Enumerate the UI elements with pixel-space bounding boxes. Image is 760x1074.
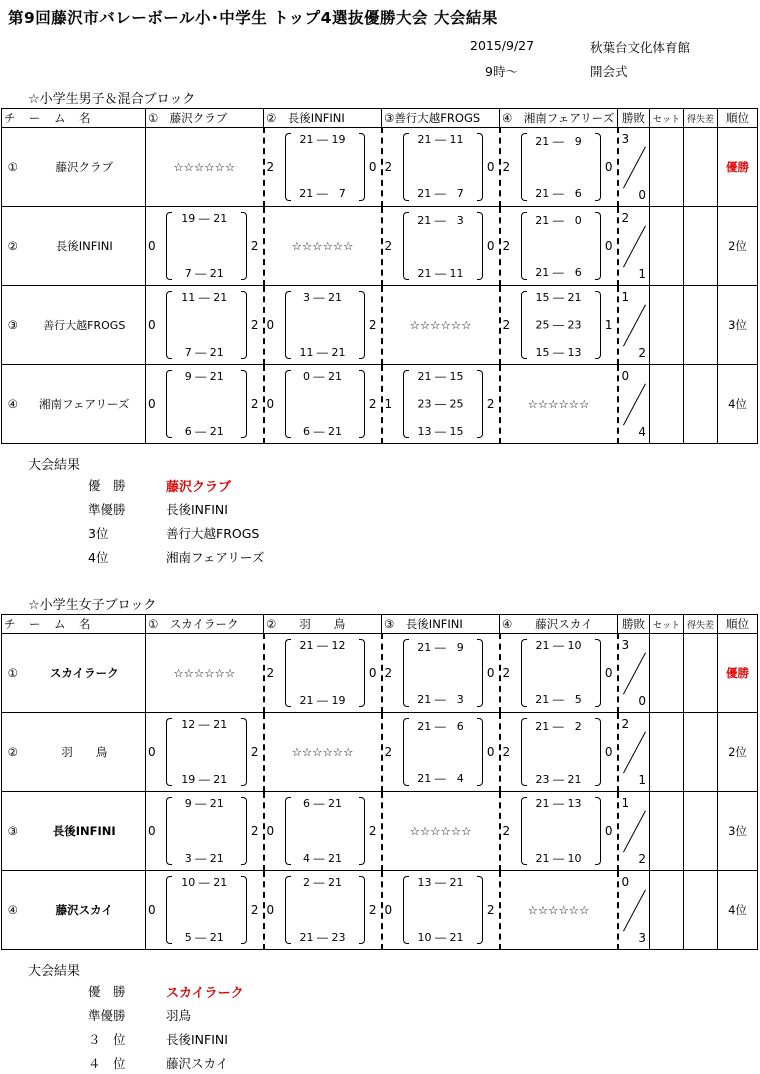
sets-lost: 2 <box>486 397 495 411</box>
sets-won: 0 <box>266 824 275 838</box>
sets-won: 0 <box>148 397 156 411</box>
score-wrap <box>265 634 381 712</box>
rank: 優勝 <box>718 128 758 207</box>
sets-lost: 0 <box>604 824 613 838</box>
set1-score: 12 ― 21 <box>181 718 228 731</box>
wins: 3 <box>621 132 630 146</box>
row-number: ② <box>2 207 24 286</box>
self-match-stars: ☆☆☆☆☆☆ <box>146 128 264 207</box>
row-number: ③ <box>2 286 24 365</box>
slash-divider <box>623 225 646 267</box>
set1-score: 19 ― 21 <box>181 212 228 225</box>
set2-score: 7 ― 21 <box>184 267 224 280</box>
header-set: セット <box>650 109 684 128</box>
diff-cell <box>684 871 718 950</box>
wins: 0 <box>621 875 630 889</box>
sets-won: 2 <box>266 666 275 680</box>
score-wrap <box>383 871 499 949</box>
score-wrap <box>265 128 381 206</box>
sets-lost: 2 <box>368 318 377 332</box>
set2-score: 21 ― 10 <box>535 852 582 865</box>
row-number: ② <box>2 713 24 792</box>
diff-cell <box>684 713 718 792</box>
score-cell <box>500 634 618 713</box>
result-place: 準優勝 <box>88 1008 126 1023</box>
result-team: 善行大越FROGS <box>166 526 260 541</box>
self-match-stars: ☆☆☆☆☆☆ <box>382 792 500 871</box>
result-line <box>88 500 388 518</box>
slash-divider <box>623 652 646 694</box>
win-loss <box>618 286 650 365</box>
result-line <box>88 1030 388 1048</box>
score-cell <box>382 713 500 792</box>
set2-score: 25 ― 23 <box>535 318 582 332</box>
set1-score: 3 ― 21 <box>303 291 342 304</box>
header-team: チ ー ム 名 <box>2 109 146 128</box>
result-place: ４ 位 <box>88 1056 126 1071</box>
set2-score: 3 ― 21 <box>184 852 224 865</box>
sets-lost: 2 <box>250 903 259 917</box>
result-team: 藤沢クラブ <box>166 480 232 495</box>
result-team: 長後INFINI <box>166 502 228 517</box>
row-team: 長後INFINI <box>24 792 146 871</box>
sets-won: 2 <box>502 824 511 838</box>
result-place: 4位 <box>88 550 109 565</box>
result-line <box>88 524 388 542</box>
row-team: 長後INFINI <box>24 207 146 286</box>
self-match-stars: ☆☆☆☆☆☆ <box>382 286 500 365</box>
slash-divider <box>623 810 646 852</box>
score-cell <box>146 871 264 950</box>
block-title: ☆小学生男子＆混合ブロック <box>28 92 196 107</box>
table-row <box>2 634 758 713</box>
diff-cell <box>684 365 718 444</box>
table-row <box>2 286 758 365</box>
set2-score: 7 ― 21 <box>184 346 224 359</box>
result-line <box>88 476 388 494</box>
self-match-stars: ☆☆☆☆☆☆ <box>264 207 382 286</box>
win-loss-wrap <box>619 207 650 285</box>
table-row <box>2 365 758 444</box>
score-wrap <box>265 792 381 870</box>
header-opponent: ③善行大越FROGS <box>382 109 500 128</box>
result-team: 羽鳥 <box>166 1008 192 1023</box>
set1-score: 11 ― 21 <box>181 291 228 304</box>
sets-won: 2 <box>502 160 511 174</box>
set2-score: 6 ― 21 <box>303 425 342 438</box>
score-cell <box>500 128 618 207</box>
score-cell <box>500 792 618 871</box>
sets-lost: 0 <box>368 666 377 680</box>
sets-lost: 2 <box>250 318 259 332</box>
sets-won: 1 <box>384 397 393 411</box>
win-loss <box>618 792 650 871</box>
losses: 0 <box>638 188 646 202</box>
wins: 0 <box>621 369 630 383</box>
wins: 1 <box>621 796 630 810</box>
header-diff: 得失差 <box>684 615 718 634</box>
header-opponent: ③ 長後INFINI <box>382 615 500 634</box>
score-cell <box>500 286 618 365</box>
set2-score: 11 ― 21 <box>299 346 346 359</box>
set2-score: 5 ― 21 <box>184 931 224 944</box>
win-loss-wrap <box>619 286 650 364</box>
sets-won: 2 <box>502 745 511 759</box>
set2-score: 19 ― 21 <box>181 773 228 786</box>
sets-lost: 2 <box>486 903 495 917</box>
score-cell <box>264 365 382 444</box>
sets-lost: 0 <box>368 160 377 174</box>
table-row <box>2 713 758 792</box>
losses: 1 <box>638 267 646 281</box>
row-team: 羽 鳥 <box>24 713 146 792</box>
wins: 3 <box>621 638 630 652</box>
set2-score: 6 ― 21 <box>184 425 224 438</box>
sets-won: 2 <box>502 666 511 680</box>
rank: 2位 <box>718 713 758 792</box>
result-line <box>88 982 388 1000</box>
score-wrap <box>501 713 617 791</box>
result-line <box>88 548 388 566</box>
result-place: ３ 位 <box>88 1032 126 1047</box>
header-set: セット <box>650 615 684 634</box>
sets-lost: 2 <box>250 397 259 411</box>
score-wrap <box>501 207 617 285</box>
table-row <box>2 207 758 286</box>
losses: 3 <box>638 931 646 945</box>
set-cell <box>650 365 684 444</box>
diff-cell <box>684 792 718 871</box>
sets-lost: 0 <box>604 160 613 174</box>
row-team: 藤沢スカイ <box>24 871 146 950</box>
score-wrap <box>501 128 617 206</box>
sets-won: 0 <box>148 903 156 917</box>
set1-score: 13 ― 21 <box>417 876 464 889</box>
row-number: ④ <box>2 871 24 950</box>
score-cell <box>264 286 382 365</box>
set1-score: 21 ― 9 <box>417 641 464 654</box>
set-cell <box>650 713 684 792</box>
row-team: 善行大越FROGS <box>24 286 146 365</box>
wins: 1 <box>621 290 630 304</box>
score-cell <box>264 792 382 871</box>
set-cell <box>650 207 684 286</box>
table-row <box>2 128 758 207</box>
result-table <box>1 614 758 950</box>
table-header <box>2 615 758 634</box>
set2-score: 21 ― 6 <box>535 187 582 200</box>
score-wrap <box>383 365 499 443</box>
sets-won: 0 <box>266 903 275 917</box>
set-cell <box>650 286 684 365</box>
set3-score: 13 ― 15 <box>417 425 464 438</box>
header-rank: 順位 <box>718 109 758 128</box>
win-loss-wrap <box>619 128 650 206</box>
sets-won: 2 <box>384 745 393 759</box>
sets-won: 0 <box>266 318 275 332</box>
header-opponent: ① 藤沢クラブ <box>146 109 264 128</box>
sets-won: 0 <box>148 824 156 838</box>
event-ceremony: 開会式 <box>590 64 628 79</box>
score-wrap <box>146 713 263 791</box>
row-team: スカイラーク <box>24 634 146 713</box>
score-wrap <box>146 871 263 949</box>
set-cell <box>650 128 684 207</box>
set1-score: 10 ― 21 <box>181 876 228 889</box>
losses: 2 <box>638 852 646 866</box>
score-wrap <box>265 286 381 364</box>
wins: 2 <box>621 717 630 731</box>
win-loss-wrap <box>619 634 650 712</box>
sets-lost: 0 <box>486 160 495 174</box>
win-loss-wrap <box>619 792 650 870</box>
results-title: 大会結果 <box>28 458 81 473</box>
self-match-stars: ☆☆☆☆☆☆ <box>500 365 618 444</box>
score-wrap <box>265 365 381 443</box>
win-loss <box>618 128 650 207</box>
row-number: ④ <box>2 365 24 444</box>
result-team: スカイラーク <box>166 986 244 1001</box>
score-cell <box>146 713 264 792</box>
table-header <box>2 109 758 128</box>
win-loss <box>618 871 650 950</box>
row-number: ① <box>2 634 24 713</box>
result-place: 準優勝 <box>88 502 126 517</box>
slash-divider <box>623 304 646 346</box>
header-rank: 順位 <box>718 615 758 634</box>
set1-score: 21 ― 12 <box>299 639 346 652</box>
header-team: チ ー ム 名 <box>2 615 146 634</box>
sets-won: 0 <box>384 903 393 917</box>
win-loss-wrap <box>619 365 650 443</box>
score-wrap <box>265 871 381 949</box>
set1-score: 0 ― 21 <box>303 370 342 383</box>
row-team: 藤沢クラブ <box>24 128 146 207</box>
score-cell <box>264 871 382 950</box>
slash-divider <box>623 731 646 773</box>
header-opponent: ④ 湘南フェアリーズ <box>500 109 618 128</box>
score-cell <box>500 713 618 792</box>
sets-won: 0 <box>148 745 156 759</box>
result-team: 長後INFINI <box>166 1032 228 1047</box>
row-number: ③ <box>2 792 24 871</box>
set-cell <box>650 634 684 713</box>
row-team: 湘南フェアリーズ <box>24 365 146 444</box>
set1-score: 15 ― 21 <box>535 291 582 304</box>
sets-won: 0 <box>148 239 156 253</box>
sets-won: 2 <box>384 160 393 174</box>
set3-score: 15 ― 13 <box>535 346 582 359</box>
slash-divider <box>623 383 646 425</box>
set1-score: 21 ― 0 <box>535 214 582 227</box>
sets-lost: 0 <box>486 239 495 253</box>
header-opponent: ② 長後INFINI <box>264 109 382 128</box>
diff-cell <box>684 634 718 713</box>
slash-divider <box>623 146 646 188</box>
sets-won: 2 <box>384 239 393 253</box>
rank: 4位 <box>718 871 758 950</box>
result-team: 湘南フェアリーズ <box>166 550 265 565</box>
header-winloss: 勝敗 <box>618 615 650 634</box>
sets-lost: 2 <box>250 745 259 759</box>
diff-cell <box>684 128 718 207</box>
score-cell <box>382 365 500 444</box>
win-loss <box>618 207 650 286</box>
set2-score: 21 ― 4 <box>417 772 464 785</box>
losses: 1 <box>638 773 646 787</box>
score-wrap <box>383 128 499 206</box>
score-cell <box>500 207 618 286</box>
set1-score: 6 ― 21 <box>303 797 342 810</box>
set1-score: 21 ― 13 <box>535 797 582 810</box>
set2-score: 21 ― 6 <box>535 266 582 279</box>
diff-cell <box>684 207 718 286</box>
table-row <box>2 792 758 871</box>
event-date: 2015/9/27 <box>470 38 535 53</box>
set-cell <box>650 871 684 950</box>
score-cell <box>382 871 500 950</box>
sets-lost: 2 <box>368 824 377 838</box>
result-line <box>88 1006 388 1024</box>
set1-score: 21 ― 15 <box>417 370 464 383</box>
sets-lost: 0 <box>604 239 613 253</box>
score-wrap <box>146 207 263 285</box>
header-opponent: ② 羽 鳥 <box>264 615 382 634</box>
rank: 2位 <box>718 207 758 286</box>
set1-score: 2 ― 21 <box>303 876 342 889</box>
losses: 0 <box>638 694 646 708</box>
header-diff: 得失差 <box>684 109 718 128</box>
rank: 3位 <box>718 792 758 871</box>
score-wrap <box>146 365 263 443</box>
sets-lost: 1 <box>604 318 613 332</box>
losses: 2 <box>638 346 646 360</box>
header-winloss: 勝敗 <box>618 109 650 128</box>
sets-won: 0 <box>148 318 156 332</box>
score-wrap <box>501 634 617 712</box>
set1-score: 21 ― 11 <box>417 133 464 146</box>
result-place: 3位 <box>88 526 109 541</box>
set2-score: 10 ― 21 <box>417 931 464 944</box>
header-opponent: ① スカイラーク <box>146 615 264 634</box>
result-line <box>88 1054 388 1072</box>
self-match-stars: ☆☆☆☆☆☆ <box>264 713 382 792</box>
score-wrap <box>501 792 617 870</box>
set1-score: 21 ― 3 <box>417 214 464 227</box>
score-wrap <box>383 634 499 712</box>
header-opponent: ④ 藤沢スカイ <box>500 615 618 634</box>
sets-won: 2 <box>502 318 511 332</box>
score-cell <box>382 207 500 286</box>
sets-lost: 0 <box>486 745 495 759</box>
table-row <box>2 871 758 950</box>
wins: 2 <box>621 211 630 225</box>
sets-lost: 2 <box>250 824 259 838</box>
result-place: 優 勝 <box>88 478 126 493</box>
set2-score: 21 ― 19 <box>299 694 346 707</box>
score-wrap <box>383 207 499 285</box>
set2-score: 21 ― 23 <box>299 931 346 944</box>
result-team: 藤沢スカイ <box>166 1056 229 1071</box>
sets-lost: 0 <box>604 666 613 680</box>
losses: 4 <box>638 425 646 439</box>
set2-score: 21 ― 7 <box>417 187 464 200</box>
event-venue: 秋葉台文化体育館 <box>590 40 691 55</box>
sets-won: 2 <box>266 160 275 174</box>
rank: 4位 <box>718 365 758 444</box>
set2-score: 4 ― 21 <box>303 852 342 865</box>
score-cell <box>146 286 264 365</box>
rank: 優勝 <box>718 634 758 713</box>
set-cell <box>650 792 684 871</box>
result-place: 優 勝 <box>88 984 126 999</box>
score-cell <box>146 207 264 286</box>
set2-score: 21 ― 7 <box>299 187 346 200</box>
win-loss-wrap <box>619 713 650 791</box>
score-wrap <box>383 713 499 791</box>
sets-lost: 0 <box>604 745 613 759</box>
win-loss-wrap <box>619 871 650 949</box>
score-cell <box>146 792 264 871</box>
sets-lost: 0 <box>486 666 495 680</box>
sets-won: 2 <box>502 239 511 253</box>
slash-divider <box>623 889 646 931</box>
set1-score: 9 ― 21 <box>184 370 224 383</box>
set2-score: 21 ― 11 <box>417 267 464 280</box>
score-cell <box>146 365 264 444</box>
sets-lost: 2 <box>368 397 377 411</box>
set1-score: 9 ― 21 <box>184 797 224 810</box>
score-cell <box>264 128 382 207</box>
win-loss <box>618 713 650 792</box>
set1-score: 21 ― 10 <box>535 639 582 652</box>
score-cell <box>382 128 500 207</box>
sets-lost: 2 <box>368 903 377 917</box>
set2-score: 21 ― 5 <box>535 693 582 706</box>
result-table <box>1 108 758 444</box>
win-loss <box>618 634 650 713</box>
set2-score: 23 ― 25 <box>417 397 464 411</box>
self-match-stars: ☆☆☆☆☆☆ <box>500 871 618 950</box>
self-match-stars: ☆☆☆☆☆☆ <box>146 634 264 713</box>
set2-score: 23 ― 21 <box>535 773 582 786</box>
win-loss <box>618 365 650 444</box>
results-title: 大会結果 <box>28 964 81 979</box>
event-time: 9時～ <box>485 64 518 79</box>
set1-score: 21 ― 19 <box>299 133 346 146</box>
sets-won: 2 <box>384 666 393 680</box>
set1-score: 21 ― 6 <box>417 720 464 733</box>
score-wrap <box>146 286 263 364</box>
score-wrap <box>146 792 263 870</box>
set1-score: 21 ― 9 <box>535 135 582 148</box>
page-title: 第9回藤沢市バレーボール小･中学生 トップ4選抜優勝大会 大会結果 <box>8 9 498 27</box>
score-cell <box>382 634 500 713</box>
row-number: ① <box>2 128 24 207</box>
sets-lost: 2 <box>250 239 259 253</box>
rank: 3位 <box>718 286 758 365</box>
diff-cell <box>684 286 718 365</box>
score-wrap <box>501 286 617 364</box>
sets-won: 0 <box>266 397 275 411</box>
set1-score: 21 ― 2 <box>535 720 582 733</box>
set2-score: 21 ― 3 <box>417 693 464 706</box>
score-cell <box>264 634 382 713</box>
block-title: ☆小学生女子ブロック <box>28 598 157 613</box>
